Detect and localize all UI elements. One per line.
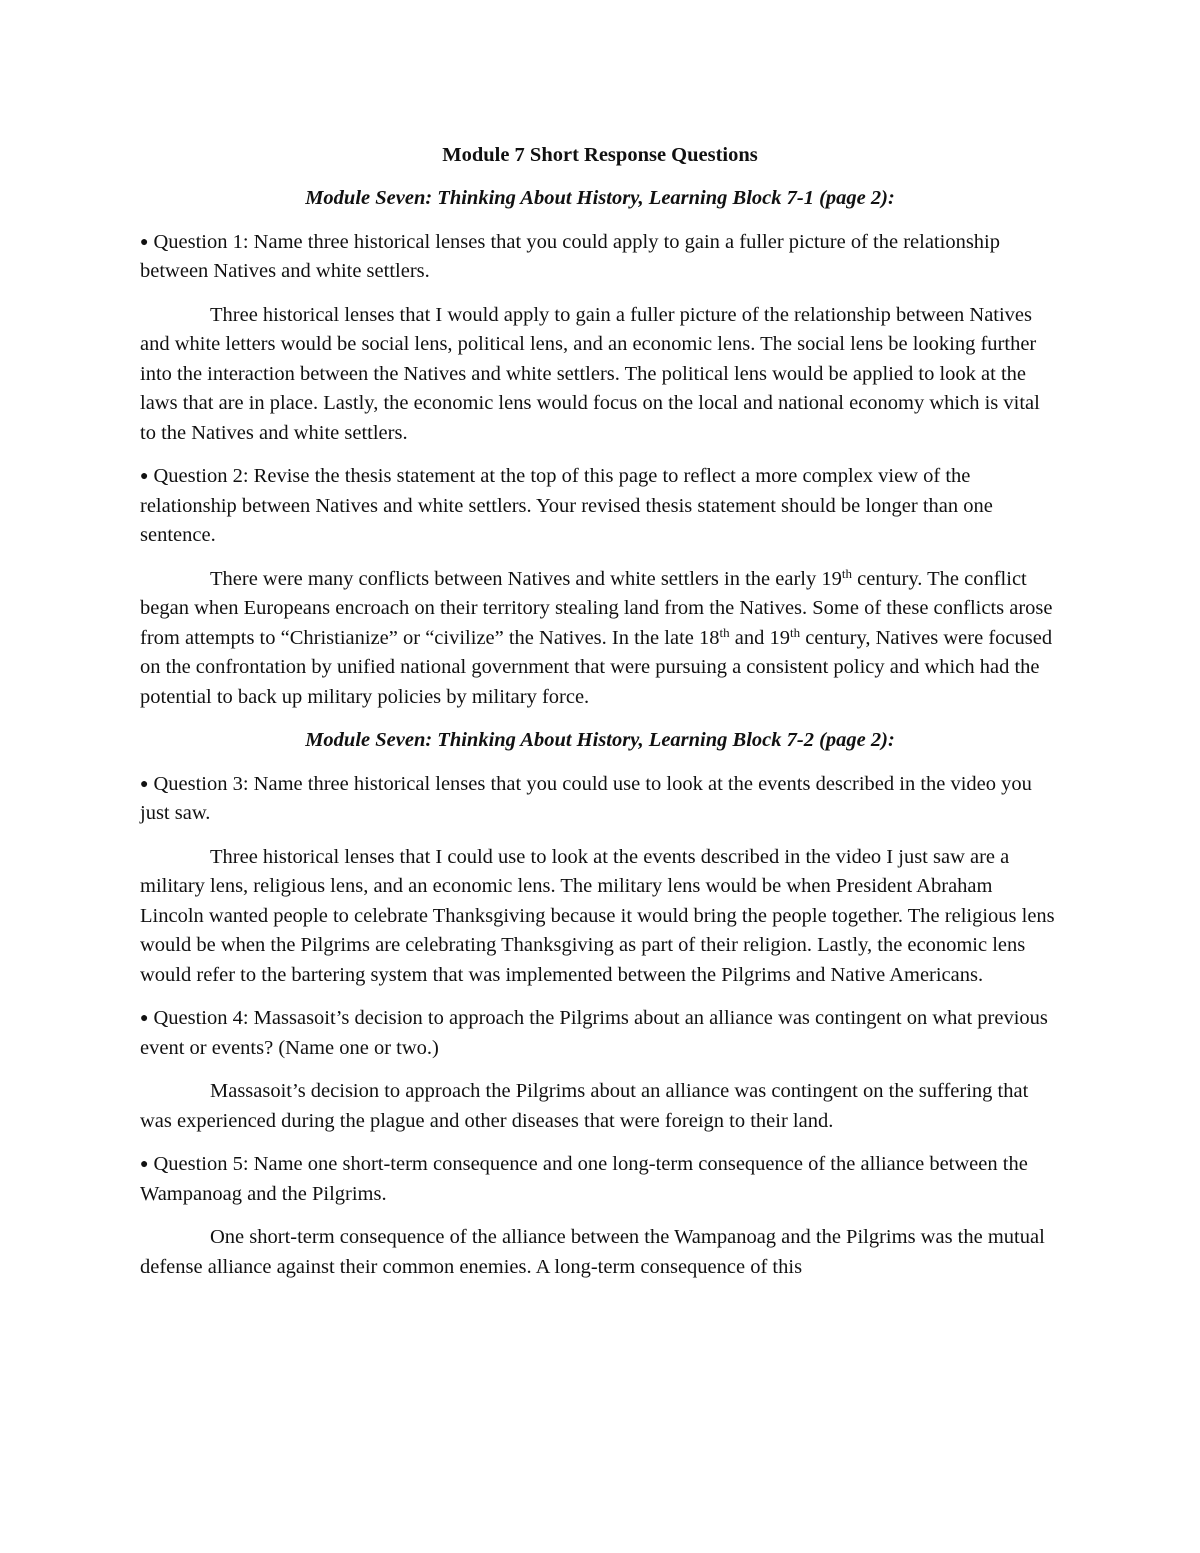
ordinal-superscript: th [841, 565, 852, 581]
section-heading-block-7-1: Module Seven: Thinking About History, Learning Block 7-1 (page 2): [305, 187, 895, 209]
question-1-text: Question 1: Name three historical lenses that you could apply to gain a fuller picture of the relationship between Natives and white settlers. [140, 230, 1000, 282]
question-2-text: Question 2: Revise the thesis statement at the top of this page to reflect a more complex view of the relationship between Natives and white settlers. Your revised thesis statement should be longer than one sentence. [140, 465, 993, 546]
answer-4: Massasoit’s decision to approach the Pilgrims about an alliance was contingent on the suffering that was experienced during the plague and other diseases that were foreign to their land. [140, 1080, 1029, 1132]
bullet-icon: ● [140, 469, 149, 484]
document-title: Module 7 Short Response Questions [442, 144, 758, 166]
question-4 [140, 1004, 1060, 1063]
bullet-icon: ● [140, 1157, 149, 1172]
answer-1: Three historical lenses that I would apply to gain a fuller picture of the relationship between Natives and white letters would be social lens, political lens, and an economic lens. The social lens be looking further into the interaction between the Natives and white settlers. The political lens would be applied to look at the laws that are in place. Lastly, the economic lens would focus on the local and national economy which is vital to the Natives and white settlers. [140, 303, 1040, 444]
ordinal-superscript: th [789, 624, 801, 640]
answer-2-text-part-3: and 19 [729, 626, 790, 649]
document-page [140, 140, 1060, 1296]
answer-2-text-part-2: century. The conflict began when Europeans encroach on their territory stealing land from the Natives. Some of these conflicts arose from attempts to “Christianize” or “civilize” the Natives. In the late 18 [140, 567, 1053, 649]
question-5-text: Question 5: Name one short-term consequence and one long-term consequence of the alliance between the Wampanoag and the Pilgrims. [140, 1153, 1028, 1205]
question-1 [140, 228, 1060, 287]
question-3 [140, 770, 1060, 829]
bullet-icon: ● [140, 1011, 149, 1026]
question-5 [140, 1150, 1060, 1209]
answer-2 [140, 565, 1060, 713]
question-4-text: Question 4: Massasoit’s decision to approach the Pilgrims about an alliance was contingent on what previous event or events? (Name one or two.) [140, 1007, 1048, 1059]
question-2 [140, 462, 1060, 551]
question-3-text: Question 3: Name three historical lenses that you could use to look at the events described in the video you just saw. [140, 772, 1032, 824]
answer-3: Three historical lenses that I could use to look at the events described in the video I just saw are a military lens, religious lens, and an economic lens. The military lens would be when President Abraham Lincoln wanted people to celebrate Thanksgiving because it would bring the people together. The religious lens would be when the Pilgrims are celebrating Thanksgiving as part of their religion. Lastly, the economic lens would refer to the bartering system that was implemented between the Pilgrims and Native Americans. [140, 845, 1055, 986]
answer-5: One short-term consequence of the alliance between the Wampanoag and the Pilgrims was the mutual defense alliance against their common enemies. A long-term consequence of this [140, 1226, 1045, 1278]
ordinal-superscript: th [719, 624, 730, 640]
answer-2-text-part-4: century, Natives were focused on the confrontation by unified national government that were pursuing a consistent policy and which had the potential to back up military policies by military force. [140, 626, 1053, 708]
bullet-icon: ● [140, 776, 149, 792]
bullet-icon: ● [140, 234, 149, 250]
section-heading-block-7-2: Module Seven: Thinking About History, Learning Block 7-2 (page 2): [305, 729, 895, 751]
answer-2-text-part-1: There were many conflicts between Natives and white settlers in the early 19 [210, 567, 842, 590]
